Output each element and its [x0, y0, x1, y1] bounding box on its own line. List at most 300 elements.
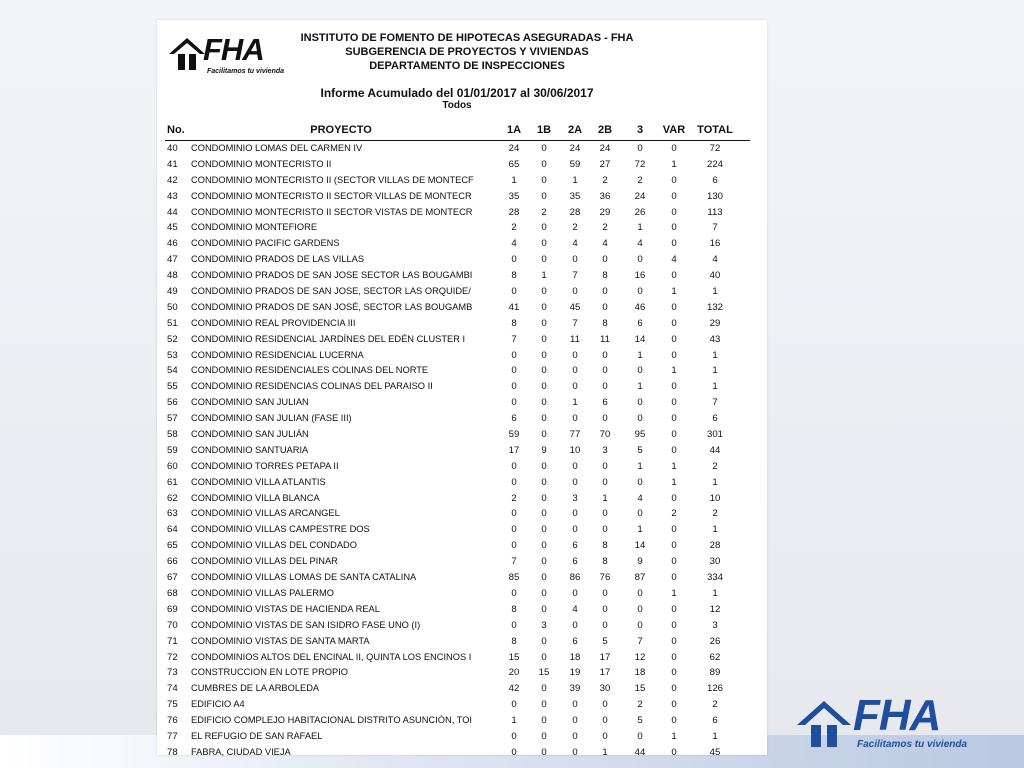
cell-2a: 59	[569, 158, 581, 170]
report-subtitle: Todos	[442, 100, 472, 111]
cell-proyecto: CONDOMINIO MONTECRISTO II SECTOR VILLAS DE MONTECR	[191, 190, 472, 201]
cell-no: 45	[167, 222, 178, 234]
cell-1b: 0	[541, 174, 547, 186]
cell-total: 45	[709, 746, 721, 758]
cell-1a: 0	[511, 381, 517, 393]
cell-1b: 9	[541, 444, 547, 456]
cell-2b: 0	[602, 381, 608, 393]
cell-total: 43	[709, 333, 721, 345]
cell-no: 65	[167, 540, 178, 552]
cell-1b: 0	[541, 222, 547, 234]
cell-1b: 0	[541, 397, 547, 409]
cell-proyecto: CONDOMINIO VILLAS PALERMO	[191, 587, 334, 598]
cell-var: 0	[671, 301, 677, 313]
cell-3: 2	[637, 174, 643, 186]
cell-var: 1	[671, 365, 677, 377]
cell-total: 113	[707, 206, 723, 218]
table-row	[165, 460, 750, 476]
cell-no: 78	[167, 746, 178, 758]
cell-proyecto: CONDOMINIO MONTECRISTO II	[191, 158, 332, 169]
cell-3: 0	[637, 508, 643, 520]
cell-2b: 17	[599, 651, 611, 663]
table-row	[165, 301, 750, 317]
cell-no: 72	[167, 651, 178, 663]
cell-1b: 0	[541, 190, 547, 202]
cell-1a: 35	[508, 190, 520, 202]
cell-var: 1	[671, 476, 677, 488]
cell-var: 0	[671, 683, 677, 695]
cell-1a: 0	[511, 619, 517, 631]
cell-1b: 0	[541, 635, 547, 647]
institution-name: INSTITUTO DE FOMENTO DE HIPOTECAS ASEGURADAS - FHA	[300, 32, 634, 44]
cell-1b: 0	[541, 730, 547, 742]
cell-1b: 0	[541, 699, 547, 711]
cell-total: 6	[712, 715, 718, 727]
cell-proyecto: EL REFUGIO DE SAN RAFAEL	[191, 730, 323, 741]
cell-proyecto: CONSTRUCCION EN LOTE PROPIO	[191, 667, 349, 678]
cell-1b: 0	[541, 524, 547, 536]
report-document	[157, 20, 767, 758]
cell-2a: 0	[572, 381, 578, 393]
column-header-proyecto: PROYECTO	[310, 124, 372, 136]
cell-proyecto: FABRA, CIUDAD VIEJA	[191, 746, 291, 757]
cell-var: 0	[671, 190, 677, 202]
cell-1b: 0	[541, 301, 547, 313]
cell-1b: 0	[541, 333, 547, 345]
cell-var: 1	[671, 460, 677, 472]
table-row	[165, 682, 750, 698]
cell-no: 58	[167, 429, 178, 441]
fha-logo-corner	[795, 693, 1000, 751]
cell-var: 1	[671, 158, 677, 170]
cell-no: 54	[167, 365, 178, 377]
cell-2a: 77	[569, 429, 581, 441]
cell-2a: 0	[572, 460, 578, 472]
cell-2b: 0	[602, 699, 608, 711]
cell-total: 30	[709, 556, 721, 568]
table-body	[165, 142, 750, 762]
cell-2b: 0	[602, 301, 608, 313]
cell-total: 301	[706, 429, 723, 441]
cell-2b: 0	[602, 413, 608, 425]
cell-no: 71	[167, 635, 178, 647]
table-row	[165, 507, 750, 523]
cell-2a: 7	[572, 270, 578, 282]
cell-no: 75	[167, 699, 178, 711]
cell-3: 0	[637, 143, 643, 154]
cell-var: 0	[671, 238, 677, 250]
cell-proyecto: CONDOMINIO TORRES PETAPA II	[191, 460, 339, 471]
cell-2b: 0	[602, 286, 608, 298]
table-row	[165, 142, 750, 158]
cell-2a: 0	[572, 619, 578, 631]
table-row	[165, 523, 750, 539]
table-row	[165, 380, 750, 396]
cell-1a: 0	[511, 730, 517, 742]
cell-1a: 1	[511, 174, 517, 186]
logo-wordmark: FHA	[203, 32, 264, 67]
cell-3: 95	[634, 429, 646, 441]
cell-2b: 0	[602, 365, 608, 377]
cell-3: 0	[637, 619, 643, 631]
table-row	[165, 174, 750, 190]
cell-2a: 1	[572, 397, 578, 409]
cell-var: 0	[671, 603, 677, 615]
column-header-2a: 2A	[567, 124, 583, 136]
cell-total: 132	[706, 301, 723, 313]
cell-1b: 0	[541, 746, 547, 758]
cell-3: 16	[634, 270, 646, 282]
cell-var: 0	[671, 667, 677, 679]
cell-var: 1	[671, 587, 677, 599]
cell-proyecto: CONDOMINIO VISTAS DE HACIENDA REAL	[191, 603, 380, 614]
cell-3: 0	[637, 397, 643, 409]
cell-var: 0	[671, 174, 677, 186]
cell-1a: 85	[508, 572, 520, 584]
cell-var: 0	[671, 206, 677, 218]
column-header-1b: 1B	[536, 124, 552, 136]
cell-2a: 0	[572, 349, 578, 361]
cell-no: 55	[167, 381, 178, 393]
table-row	[165, 412, 750, 428]
cell-1b: 0	[541, 429, 547, 441]
cell-1b: 0	[541, 508, 547, 520]
table-row	[165, 317, 750, 333]
table-row	[165, 221, 750, 237]
cell-3: 0	[637, 254, 643, 266]
cell-2b: 4	[602, 238, 608, 250]
cell-2b: 11	[600, 333, 610, 345]
cell-total: 1	[712, 286, 718, 298]
cell-1a: 0	[511, 524, 517, 536]
cell-3: 0	[637, 730, 643, 742]
cell-2a: 18	[569, 651, 581, 663]
cell-2b: 5	[602, 635, 608, 647]
cell-proyecto: CONDOMINIO VILLA BLANCA	[191, 492, 320, 503]
cell-2b: 0	[602, 619, 608, 631]
table-row	[165, 206, 750, 222]
cell-total: 6	[712, 174, 718, 186]
cell-2b: 0	[602, 730, 608, 742]
cell-var: 0	[671, 222, 677, 234]
cell-1b: 0	[541, 158, 547, 170]
cell-proyecto: CONDOMINIO REAL PROVIDENCIA III	[191, 317, 356, 328]
table-row	[165, 651, 750, 667]
cell-1b: 0	[541, 572, 547, 584]
cell-var: 0	[671, 572, 677, 584]
cell-2a: 10	[569, 444, 581, 456]
cell-1b: 0	[541, 460, 547, 472]
cell-2b: 3	[602, 444, 608, 456]
column-header-total: TOTAL	[697, 124, 733, 136]
cell-3: 15	[634, 683, 646, 695]
cell-no: 70	[167, 619, 178, 631]
cell-2a: 0	[572, 524, 578, 536]
cell-1b: 15	[538, 667, 550, 679]
cell-var: 0	[671, 143, 677, 154]
cell-2b: 8	[602, 317, 608, 329]
cell-3: 0	[637, 587, 643, 599]
cell-1a: 0	[511, 540, 517, 552]
cell-1b: 0	[541, 540, 547, 552]
cell-3: 4	[637, 492, 643, 504]
cell-3: 1	[637, 524, 643, 536]
cell-var: 0	[671, 699, 677, 711]
cell-2a: 6	[572, 635, 578, 647]
cell-proyecto: CONDOMINIO PRADOS DE SAN JOSE SECTOR LAS BOUGAMBI	[191, 270, 473, 281]
cell-2b: 2	[602, 174, 608, 186]
cell-3: 1	[637, 381, 643, 393]
cell-proyecto: CONDOMINIO RESIDENCIAL JARDÍNES DEL EDÉN CLUSTER I	[191, 333, 466, 344]
cell-1a: 0	[511, 349, 517, 361]
cell-1a: 28	[508, 206, 520, 218]
cell-total: 2	[712, 699, 718, 711]
cell-no: 64	[167, 524, 178, 536]
cell-2a: 0	[572, 476, 578, 488]
cell-2a: 4	[572, 238, 578, 250]
cell-var: 2	[671, 508, 677, 520]
cell-2b: 6	[602, 397, 608, 409]
cell-1b: 0	[541, 651, 547, 663]
cell-var: 0	[671, 349, 677, 361]
cell-2a: 6	[572, 556, 578, 568]
cell-1a: 59	[508, 429, 520, 441]
cell-1b: 0	[541, 556, 547, 568]
cell-3: 7	[637, 635, 643, 647]
cell-proyecto: CONDOMINIO SAN JULIAN (FASE III)	[191, 413, 352, 424]
subdivision-name: SUBGERENCIA DE PROYECTOS Y VIVIENDAS	[345, 46, 589, 58]
cell-2b: 1	[602, 492, 608, 504]
table-row	[165, 269, 750, 285]
table-row	[165, 476, 750, 492]
cell-total: 1	[712, 365, 718, 377]
cell-total: 130	[706, 190, 723, 202]
cell-3: 72	[634, 158, 646, 170]
cell-3: 12	[634, 651, 646, 663]
cell-no: 73	[167, 667, 178, 679]
logo-wordmark: FHA	[853, 691, 941, 740]
cell-var: 0	[671, 746, 677, 758]
cell-2a: 6	[572, 540, 578, 552]
cell-total: 1	[712, 476, 718, 488]
cell-proyecto: CONDOMINIO LOMAS DEL CARMEN IV	[191, 143, 363, 153]
cell-total: 26	[709, 635, 721, 647]
cell-1a: 41	[508, 301, 520, 313]
cell-1a: 4	[511, 238, 517, 250]
cell-2b: 36	[599, 190, 611, 202]
table-row	[165, 158, 750, 174]
cell-proyecto: CUMBRES DE LA ARBOLEDA	[191, 683, 320, 694]
cell-2a: 4	[572, 603, 578, 615]
cell-var: 0	[671, 715, 677, 727]
cell-no: 42	[167, 174, 178, 186]
cell-2b: 30	[599, 683, 611, 695]
cell-1b: 2	[541, 206, 547, 218]
cell-var: 0	[671, 397, 677, 409]
house-icon	[795, 697, 853, 751]
cell-2b: 0	[602, 254, 608, 266]
cell-proyecto: CONDOMINIO SANTUARIA	[191, 444, 309, 455]
cell-2a: 0	[572, 730, 578, 742]
cell-1a: 1	[511, 715, 517, 727]
cell-proyecto: CONDOMINIO PRADOS DE LAS VILLAS	[191, 254, 365, 265]
cell-3: 0	[637, 476, 643, 488]
cell-proyecto: CONDOMINIO VILLAS DEL CONDADO	[191, 540, 357, 551]
cell-2a: 0	[572, 508, 578, 520]
table-row	[165, 444, 750, 460]
cell-2b: 76	[599, 572, 611, 584]
cell-no: 40	[167, 143, 178, 154]
column-header-no: No.	[167, 124, 185, 136]
cell-2a: 2	[572, 222, 578, 234]
cell-1a: 7	[511, 333, 517, 345]
cell-total: 1	[712, 730, 718, 742]
cell-2a: 35	[569, 190, 581, 202]
cell-var: 0	[671, 556, 677, 568]
cell-total: 224	[706, 158, 723, 170]
cell-2a: 0	[572, 715, 578, 727]
table-row	[165, 253, 750, 269]
cell-no: 56	[167, 397, 178, 409]
cell-2b: 0	[602, 349, 608, 361]
cell-no: 66	[167, 556, 178, 568]
table-row	[165, 635, 750, 651]
cell-no: 44	[167, 206, 178, 218]
cell-total: 334	[706, 572, 723, 584]
cell-1a: 0	[511, 397, 517, 409]
cell-var: 0	[671, 413, 677, 425]
cell-2a: 0	[572, 413, 578, 425]
cell-var: 0	[671, 635, 677, 647]
cell-2a: 86	[569, 572, 581, 584]
cell-1a: 0	[511, 699, 517, 711]
cell-2b: 8	[602, 556, 608, 568]
cell-2a: 39	[569, 683, 581, 695]
cell-proyecto: CONDOMINIO SAN JULIÁN	[191, 429, 309, 440]
cell-2b: 0	[602, 508, 608, 520]
cell-no: 49	[167, 286, 178, 298]
cell-total: 1	[712, 381, 718, 393]
cell-total: 10	[709, 492, 721, 504]
cell-1b: 0	[541, 587, 547, 599]
table-row	[165, 666, 750, 682]
cell-no: 48	[167, 270, 178, 282]
column-header-2b: 2B	[597, 124, 613, 136]
cell-3: 24	[634, 190, 646, 202]
cell-proyecto: CONDOMINIO MONTECRISTO II (SECTOR VILLAS DE MONTECF	[191, 174, 474, 185]
cell-total: 6	[712, 413, 718, 425]
cell-total: 2	[712, 460, 718, 472]
cell-total: 7	[712, 222, 718, 234]
table-row	[165, 492, 750, 508]
cell-no: 51	[167, 317, 178, 329]
cell-1b: 1	[541, 270, 547, 282]
column-header-3: 3	[636, 124, 644, 136]
cell-total: 7	[712, 397, 718, 409]
cell-1a: 0	[511, 746, 517, 758]
cell-proyecto: CONDOMINIO RESIDENCIAS COLINAS DEL PARAISO II	[191, 381, 433, 392]
cell-3: 9	[637, 556, 643, 568]
cell-total: 29	[709, 317, 721, 329]
cell-var: 1	[671, 286, 677, 298]
cell-total: 40	[709, 270, 721, 282]
cell-var: 0	[671, 270, 677, 282]
cell-1b: 0	[541, 349, 547, 361]
table-row	[165, 571, 750, 587]
logo-tagline: Facilitamos tu vivienda	[207, 68, 285, 75]
cell-1a: 7	[511, 556, 517, 568]
cell-1a: 8	[511, 635, 517, 647]
cell-3: 44	[634, 746, 646, 758]
cell-1a: 8	[511, 603, 517, 615]
cell-total: 1	[712, 349, 718, 361]
cell-1a: 0	[511, 460, 517, 472]
cell-2b: 1	[602, 746, 608, 758]
cell-2b: 0	[602, 460, 608, 472]
cell-1b: 3	[541, 619, 547, 631]
column-header-1a: 1A	[506, 124, 522, 136]
cell-1b: 0	[541, 683, 547, 695]
table-row	[165, 333, 750, 349]
cell-var: 0	[671, 444, 677, 456]
cell-var: 0	[671, 333, 677, 345]
cell-var: 0	[671, 492, 677, 504]
cell-1a: 17	[508, 444, 520, 456]
logo-tagline: Facilitamos tu vivienda	[857, 739, 968, 750]
cell-no: 46	[167, 238, 178, 250]
table-row	[165, 714, 750, 730]
cell-2a: 3	[572, 492, 578, 504]
cell-2a: 11	[570, 333, 580, 345]
cell-proyecto: CONDOMINIO VILLA ATLANTIS	[191, 476, 326, 487]
table-row	[165, 746, 750, 762]
cell-total: 62	[709, 651, 721, 663]
cell-3: 1	[637, 460, 643, 472]
cell-total: 72	[709, 143, 721, 154]
cell-3: 6	[637, 317, 643, 329]
cell-no: 59	[167, 444, 178, 456]
cell-no: 60	[167, 460, 178, 472]
cell-no: 61	[167, 476, 178, 488]
cell-total: 44	[709, 444, 721, 456]
cell-2a: 0	[572, 587, 578, 599]
cell-1b: 0	[541, 238, 547, 250]
column-header-var: VAR	[662, 124, 686, 136]
cell-no: 57	[167, 413, 178, 425]
table-row	[165, 587, 750, 603]
table-row	[165, 619, 750, 635]
cell-2a: 19	[569, 667, 581, 679]
cell-no: 52	[167, 333, 178, 345]
cell-2b: 27	[599, 158, 611, 170]
cell-1a: 2	[511, 222, 517, 234]
cell-total: 3	[712, 619, 718, 631]
cell-proyecto: CONDOMINIO VISTAS DE SANTA MARTA	[191, 635, 370, 646]
cell-3: 14	[634, 540, 646, 552]
cell-1b: 0	[541, 286, 547, 298]
cell-1b: 0	[541, 254, 547, 266]
table-row	[165, 396, 750, 412]
cell-3: 5	[637, 715, 643, 727]
cell-1b: 0	[541, 317, 547, 329]
cell-proyecto: CONDOMINIO RESIDENCIALES COLINAS DEL NORTE	[191, 365, 429, 376]
cell-total: 1	[712, 587, 718, 599]
cell-no: 53	[167, 349, 178, 361]
cell-proyecto: CONDOMINIO PRADOS DE SAN JOSE, SECTOR LAS ORQUIDE/	[191, 286, 471, 297]
cell-total: 16	[709, 238, 721, 250]
cell-3: 18	[634, 667, 646, 679]
cell-3: 4	[637, 238, 643, 250]
